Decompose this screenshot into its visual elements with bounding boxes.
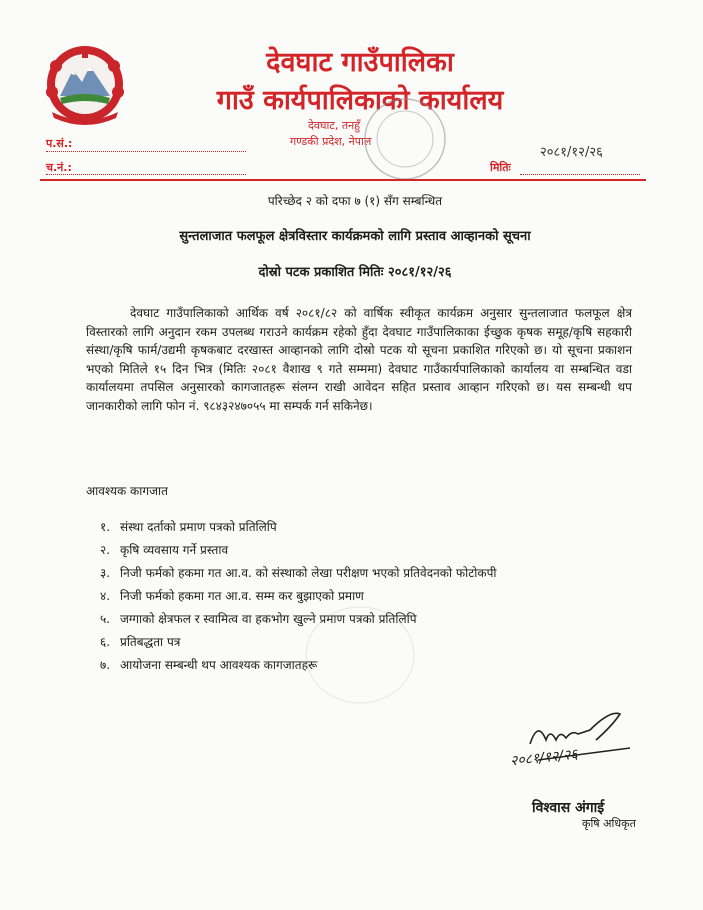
reference-number-label: प.सं.: xyxy=(46,137,73,150)
handwritten-signature-icon xyxy=(520,700,640,780)
office-stamp-icon xyxy=(360,94,450,184)
list-item: १. संस्था दर्ताको प्रमाण पत्रको प्रतिलिपि xyxy=(100,520,277,534)
divider xyxy=(46,151,246,152)
list-item: ५. जग्गाको क्षेत्रफल र स्वामित्व वा हकभोग खुल्ने प्रमाण पत्रको प्रतिलिपि xyxy=(100,612,417,626)
section-reference: परिच्छेद २ को दफा ७ (१) सँग सम्बन्धित xyxy=(267,194,443,208)
signer-name: विश्वास अंगाई xyxy=(532,800,605,816)
date-label: मितिः xyxy=(490,161,511,174)
list-item: ७. आयोजना सम्बन्धी थप आवश्यक कागजातहरू xyxy=(100,658,318,672)
signer-title: कृषि अधिकृत xyxy=(582,817,636,830)
letter-date: २०८१/१२/२६ xyxy=(540,145,603,160)
list-item: ३. निजी फर्मको हकमा गत आ.व. को संस्थाको लेखा परीक्षण भएको प्रतिवेदनको फोटोकपी xyxy=(100,566,497,580)
notice-subject: सुन्तलाजात फलफूल क्षेत्रविस्तार कार्यक्रमको लागि प्रस्ताव आव्हानको सूचना xyxy=(179,229,531,244)
office-title: देवघाट गाउँपालिका xyxy=(266,47,454,78)
address-line-2: गण्डकी प्रदेश, नेपाल xyxy=(290,135,372,148)
publication-date: दोस्रो पटक प्रकाशित मितिः २०८१/१२/२६ xyxy=(258,265,452,280)
notice-body: देवघाट गाउँपालिकाको आर्थिक वर्ष २०८१/८२ को वार्षिक स्वीकृत कार्यक्रम अनुसार सुन्तलाजात फलफूल क्षेत्र विस्तारको लागि अनुदान रकम उपलब्ध गराउने कार्यक्रम रहेको हुँदा देवघाट गाउँपालिकाका ईच्छुक कृषक समूह/कृषि सहकारी संस्था/कृषि फार्म/उद्यमी कृषकबाट दरखास्त आव्हानको लागि दोस्रो पटक यो सूचना प्रकाशित गरिएको छ। यो सूचना प्रकाशन भएको मितिले १५ दिन भित्र (मितिः २०८१ वैशाख ९ गते सम्ममा) देवघाट गाउँकार्यपालिकाको कार्यालय वा सम्बन्धित वडा कार्यालयमा तपसिल अनुसारको कागजातहरू संलग्न राखी आवेदन सहित प्रस्ताव आव्हान गरिएको छ। यस सम्बन्धी थप जानकारीको लागि फोन नं. ९८४३२४७०५५ मा सम्पर्क गर्न सकिनेछ। xyxy=(86,306,632,413)
list-item: २. कृषि व्यवसाय गर्ने प्रस्ताव xyxy=(100,543,229,557)
list-item: ४. निजी फर्मको हकमा गत आ.व. सम्म कर बुझाएको प्रमाण xyxy=(100,589,364,603)
signature-date: २०८१/१२/२६ xyxy=(509,746,579,770)
list-item: ६. प्रतिबद्धता पत्र xyxy=(100,635,181,649)
faint-stamp-icon xyxy=(300,600,420,710)
header-divider xyxy=(40,179,646,181)
divider xyxy=(520,174,640,175)
divider xyxy=(46,174,246,175)
documents-heading: आवश्यक कागजात xyxy=(86,484,168,498)
address-line-1: देवघाट, तनहुँ xyxy=(308,119,361,132)
dispatch-number-label: च.नं.: xyxy=(46,161,72,174)
office-subtitle: गाउँ कार्यपालिकाको कार्यालय xyxy=(216,85,504,116)
nepal-emblem-icon xyxy=(38,40,132,128)
